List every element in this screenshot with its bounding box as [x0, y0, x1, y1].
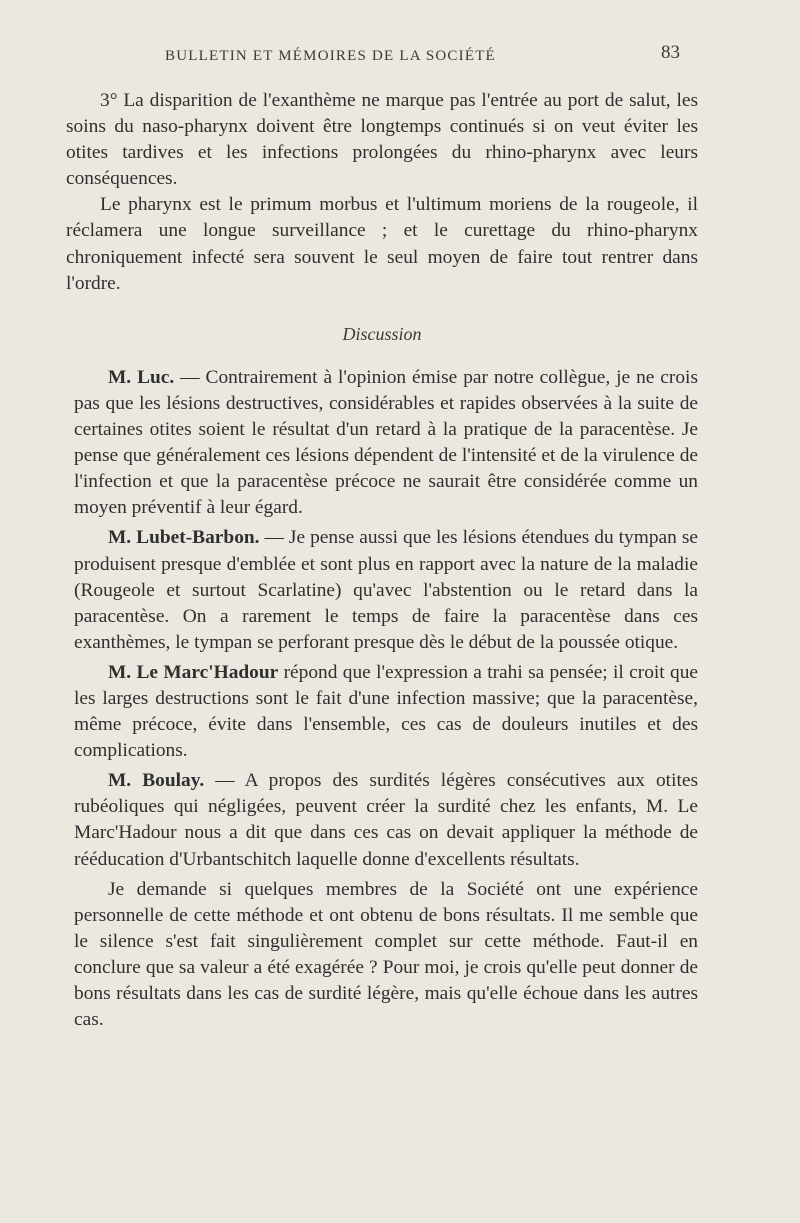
discussion-block — [74, 365, 698, 1033]
closing-paragraph: Je demande si quelques membres de la Société ont une expérience personnelle de cette méthode et ont obtenu de bons résultats. Il me semble que le silence s'est fait singulièrement complet sur cette méthode. Faut-il en conclure que sa valeur a été exagérée ? Pour moi, je crois qu'elle peut donner de bons résultats dans les cas de surdité légère, mais qu'elle échoue dans les autres cas. — [74, 878, 698, 1031]
intervention-lubet-barbon — [74, 525, 698, 655]
body-text — [66, 88, 698, 1037]
intervention-le-marc-hadour — [74, 660, 698, 764]
discussion-heading: Discussion — [342, 323, 422, 344]
intervention-text: — A propos des surdités légères consécutives aux otites rubéoliques qui négligées, peuvent créer la surdité chez les enfants, M. Le Marc'Hadour nous a dit que dans ces cas on devait appliquer la méthode de rééducation d'Urbantschitch laquelle donne d'excellents résultats. — [74, 770, 698, 870]
paragraph-pharynx: Le pharynx est le primum morbus et l'ultimum moriens de la rougeole, il réclamera une longue surveillance ; et le curettage du rhino-pharynx chroniquement infecté sera souvent le seul moyen de faire tout rentrer dans l'ordre. — [66, 194, 698, 294]
intervention-luc — [74, 365, 698, 522]
speaker-name: M. Le Marc'Hadour — [108, 661, 279, 683]
speaker-name: M. Lubet-Barbon. — [108, 527, 260, 549]
intervention-text: — Je pense aussi que les lésions étendues du tympan se produisent presque d'emblée et sont plus en rapport avec la nature de la maladie (Rougeole et surtout Scarlatine) qu'avec l'abstention ou le retard dans la paracentèse. On a rarement le temps de faire la paracentèse dans ces exanthèmes, le tympan se perforant presque dès le début de la poussée otique. — [74, 527, 698, 653]
speaker-name: M. Luc. — [108, 366, 175, 388]
page-header — [160, 40, 680, 70]
paragraph-conclusion-3: 3° La disparition de l'exanthème ne marque pas l'entrée au port de salut, les soins du naso-pharynx doivent être longtemps continués si on veut éviter les otites tardives et les infections prolongées du rhino-pharynx avec leurs conséquences. — [66, 90, 698, 190]
running-title: BULLETIN ET MÉMOIRES DE LA SOCIÉTÉ — [165, 48, 496, 64]
intervention-text: répond que l'expression a trahi sa pensée; il croit que les larges destructions sont le fait d'une infection massive; que la paracentèse, même précoce, évite dans l'ensemble, ces cas de douleurs inutiles et des complications. — [74, 661, 699, 762]
intervention-text: — Contrairement à l'opinion émise par notre collègue, je ne crois pas que les lésions destructives, considérables et rapides observées à la suite de certaines otites soient le résultat d'un retard à la pratique de la paracentèse. Je pense que généralement ces lésions dépendent de l'intensité et de la virulence de l'infection et que la paracentèse précoce ne saurait être considérée comme un moyen préventif à leur égard. — [74, 366, 698, 519]
page-number: 83 — [661, 42, 680, 63]
speaker-name: M. Boulay. — [108, 770, 205, 792]
intervention-boulay — [74, 768, 698, 872]
